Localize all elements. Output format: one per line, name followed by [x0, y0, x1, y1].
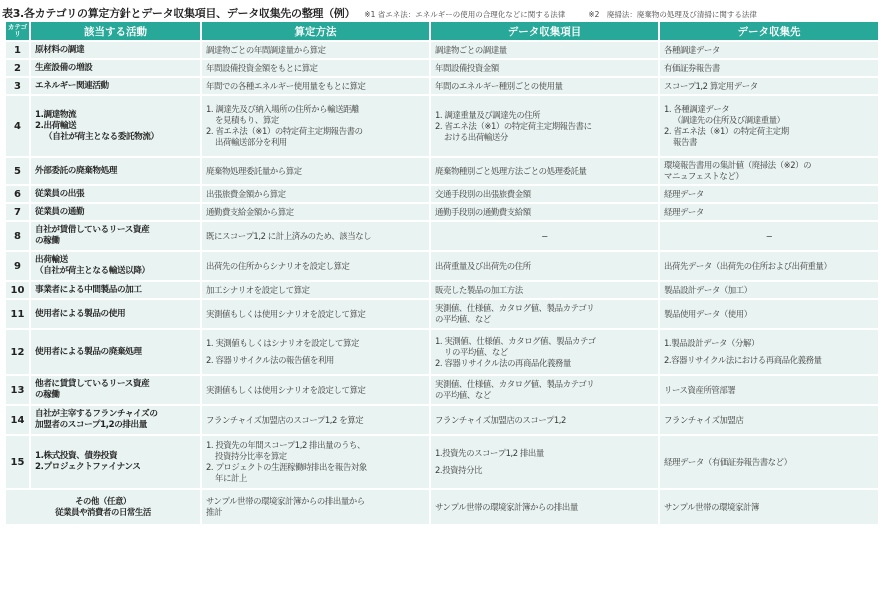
cell-line: 1.投資先のスコープ1,2 排出量	[435, 448, 544, 458]
data-source-cell: 経理データ	[660, 186, 878, 202]
cell-line: 従業員や消費者の日常生活	[55, 507, 151, 517]
data-source-cell: 製品設計データ（加工）	[660, 282, 878, 298]
cell-line: 2.投資持分比	[435, 465, 483, 475]
method-cell: フランチャイズ加盟店のスコープ1,2 を算定	[202, 406, 429, 434]
cell-line: 1. 各種調達データ	[664, 104, 730, 114]
table-caption	[2, 2, 879, 18]
method-cell: 加工シナリオを設定して算定	[202, 282, 429, 298]
data-source-cell: 有価証券報告書	[660, 60, 878, 76]
cell-line: 報告書	[673, 137, 697, 147]
activity-cell: 従業員の通勤	[31, 204, 200, 220]
header-activity: 該当する活動	[31, 22, 200, 40]
cell-line: 1. 調達先及び納入場所の住所から輸送距離	[206, 104, 360, 114]
table-row	[6, 42, 878, 58]
table-row	[6, 96, 878, 156]
data-source-cell: スコープ1,2 算定用データ	[660, 78, 878, 94]
category-number-cell: 9	[6, 252, 29, 280]
cell-line: を見積もり、算定	[215, 115, 279, 125]
data-items-cell: 交通手段別の出張旅費金額	[431, 186, 658, 202]
footnote-1: ※1 省エネ法：エネルギーの使用の合理化などに関する法律	[364, 10, 566, 18]
activity-cell	[31, 406, 200, 434]
cell-line: 実測値、仕様値、カタログ値、製品カテゴリ	[435, 379, 595, 389]
data-source-cell	[660, 158, 878, 184]
method-cell: 実測値もしくは使用シナリオを設定して算定	[202, 376, 429, 404]
activity-cell: 使用者による製品の使用	[31, 300, 200, 328]
cell-line: （自社が荷主となる委託物流）	[44, 131, 159, 142]
cell-line: 推計	[206, 507, 222, 517]
cell-line: 1.株式投資、債券投資	[35, 451, 118, 461]
table-row	[6, 282, 878, 298]
data-source-cell: リース資産所管部署	[660, 376, 878, 404]
cell-line: の平均値、など	[435, 390, 491, 400]
data-source-cell: サンプル世帯の環境家計簿	[660, 490, 878, 524]
category-number-cell: 4	[6, 96, 29, 156]
data-source-cell	[660, 96, 878, 156]
cell-line: リの平均値、など	[444, 346, 508, 357]
cell-line: 出荷輸送	[35, 255, 68, 265]
table-row-other	[6, 490, 878, 524]
activity-cell	[31, 252, 200, 280]
header-category: カテゴリ	[7, 23, 28, 38]
data-items-cell	[431, 330, 658, 374]
data-items-cell: 出荷重量及び出荷先の住所	[431, 252, 658, 280]
table-title: 表3.各カテゴリの算定方針とデータ収集項目、データ収集先の整理（例）	[2, 7, 356, 18]
table-row	[6, 204, 878, 220]
cell-line: 1. 調達重量及び調達先の住所	[435, 109, 541, 120]
cell-line: 1. 実測値、仕様値、カタログ値、製品カテゴ	[435, 335, 596, 346]
method-cell	[202, 436, 429, 488]
category-number-cell: 7	[6, 204, 29, 220]
table-row	[6, 186, 878, 202]
category-number-cell: 14	[6, 406, 29, 434]
header-source: データ収集先	[660, 22, 878, 40]
other-activity-cell	[6, 490, 200, 524]
data-items-cell: 調達物ごとの調達量	[431, 42, 658, 58]
category-number-cell: 12	[6, 330, 29, 374]
cell-line: の平均値、など	[435, 314, 491, 324]
category-number-cell: 15	[6, 436, 29, 488]
activity-cell: 原材料の調達	[31, 42, 200, 58]
data-source-cell: フランチャイズ加盟店	[660, 406, 878, 434]
category-number-cell: 1	[6, 42, 29, 58]
header-row	[6, 22, 878, 40]
cell-line: 2. 省エネ法（※1）の特定荷主定期報告書に	[435, 120, 592, 131]
activity-cell	[31, 222, 200, 250]
cell-line: 2. 容器リサイクル法の再商品化義務量	[435, 357, 571, 368]
cell-line: おける出荷輸送分	[444, 131, 508, 142]
data-source-cell	[660, 252, 878, 280]
activity-cell: 従業員の出張	[31, 186, 200, 202]
data-source-cell	[660, 330, 878, 374]
cell-line: （自社が荷主となる輸送以降）	[35, 266, 150, 276]
table-row	[6, 376, 878, 404]
data-items-cell	[431, 436, 658, 488]
method-cell	[202, 330, 429, 374]
cell-line: 1. 投資先の年間スコープ1,2 排出量のうち、	[206, 440, 365, 450]
cell-line: 2. 省エネ法（※1）の特定荷主定期	[664, 126, 789, 136]
data-items-cell: サンプル世帯の環境家計簿からの排出量	[431, 490, 658, 524]
category-number-cell: 6	[6, 186, 29, 202]
cell-line: 2.出荷輸送	[35, 120, 77, 131]
footnote-2: ※2 廃掃法：廃棄物の処理及び清掃に関する法律	[588, 10, 757, 18]
category-number-cell: 3	[6, 78, 29, 94]
cell-line: 加盟者のスコープ1,2の排出量	[35, 420, 147, 430]
method-cell	[202, 490, 429, 524]
cell-line: （調達先の住所及び調達重量）	[673, 115, 785, 125]
category-number-cell: 5	[6, 158, 29, 184]
method-cell: 実測値もしくは使用シナリオを設定して算定	[202, 300, 429, 328]
data-items-cell: 通勤手段別の通勤費支給額	[431, 204, 658, 220]
cell-line: 2.容器リサイクル法における再商品化義務量	[664, 355, 822, 365]
header-method: 算定方法	[202, 22, 429, 40]
category-number-cell: 13	[6, 376, 29, 404]
data-source-cell: 経理データ	[660, 204, 878, 220]
cell-line: 1.製品設計データ（分解）	[664, 338, 759, 348]
cell-line: その他（任意）	[75, 496, 131, 506]
table-row	[6, 330, 878, 374]
table-row	[6, 436, 878, 488]
method-cell: 出荷先の住所からシナリオを設定し算定	[202, 252, 429, 280]
cell-line: の稼働	[35, 390, 60, 400]
cell-line: 環境報告書用の集計値（廃掃法（※2）の	[664, 160, 812, 170]
table-row	[6, 222, 878, 250]
data-source-cell: 経理データ（有価証券報告書など）	[660, 436, 878, 488]
cell-line: 2.プロジェクトファイナンス	[35, 462, 141, 472]
table-row	[6, 78, 878, 94]
table-row	[6, 406, 878, 434]
category-number-cell: 8	[6, 222, 29, 250]
data-source-cell: 製品使用データ（使用）	[660, 300, 878, 328]
cell-line: 2. 省エネ法（※1）の特定荷主定期報告書の	[206, 126, 363, 136]
data-items-cell: 廃棄物種別ごと処理方法ごとの処理委託量	[431, 158, 658, 184]
header-items: データ収集項目	[431, 22, 658, 40]
cell-line: 出荷先データ（出荷先の住所および出荷重量）	[664, 260, 832, 271]
method-cell: 通勤費支給金額から算定	[202, 204, 429, 220]
cell-line: 1. 実測値もしくはシナリオを設定して算定	[206, 338, 359, 348]
method-cell: 調達物ごとの年間調達量から算定	[202, 42, 429, 58]
data-items-cell: −	[431, 222, 658, 250]
activity-cell: 外部委託の廃棄物処理	[31, 158, 200, 184]
cell-line: 出荷輸送部分を利用	[215, 137, 287, 147]
category-number-cell: 10	[6, 282, 29, 298]
data-source-cell: −	[660, 222, 878, 250]
cell-line: 2. 容器リサイクル法の報告値を利用	[206, 355, 334, 365]
method-cell: 既にスコープ1,2 に計上済みのため、該当なし	[202, 222, 429, 250]
data-items-cell	[431, 96, 658, 156]
data-items-cell: 販売した製品の加工方法	[431, 282, 658, 298]
cell-line: 他者に賃貸しているリース資産	[35, 379, 150, 389]
method-cell: 年間設備投資金額をもとに算定	[202, 60, 429, 76]
cell-line: サンプル世帯の環境家計簿からの排出量から	[206, 496, 365, 506]
cell-line: 自社が主宰するフランチャイズの	[35, 409, 158, 419]
activity-cell: 使用者による製品の廃棄処理	[31, 330, 200, 374]
cell-line: 年に計上	[215, 473, 247, 483]
cell-line: 実測値、仕様値、カタログ値、製品カテゴリ	[435, 303, 595, 313]
data-items-cell	[431, 300, 658, 328]
category-table	[4, 20, 880, 526]
activity-cell: 事業者による中間製品の加工	[31, 282, 200, 298]
activity-cell: エネルギー関連活動	[31, 78, 200, 94]
data-items-cell: 年間のエネルギー種別ごとの使用量	[431, 78, 658, 94]
category-number-cell: 11	[6, 300, 29, 328]
category-number-cell: 2	[6, 60, 29, 76]
activity-cell	[31, 96, 200, 156]
table-row	[6, 300, 878, 328]
table-row	[6, 252, 878, 280]
data-items-cell: フランチャイズ加盟店のスコープ1,2	[431, 406, 658, 434]
cell-line: マニュフェストなど）	[664, 171, 744, 181]
method-cell: 廃棄物処理委託量から算定	[202, 158, 429, 184]
activity-cell: 生産設備の増設	[31, 60, 200, 76]
cell-line: 自社が賃借しているリース資産	[35, 225, 150, 235]
activity-cell	[31, 376, 200, 404]
data-items-cell: 年間設備投資金額	[431, 60, 658, 76]
data-items-cell	[431, 376, 658, 404]
table-body	[6, 42, 878, 524]
method-cell	[202, 96, 429, 156]
data-source-cell: 各種調達データ	[660, 42, 878, 58]
table-row	[6, 158, 878, 184]
cell-line: 2. プロジェクトの生涯稼働時排出を報告対象	[206, 462, 367, 472]
activity-cell	[31, 436, 200, 488]
cell-line: の稼働	[35, 236, 60, 246]
method-cell: 出張旅費金額から算定	[202, 186, 429, 202]
table-row	[6, 60, 878, 76]
cell-line: 投資持分比率を算定	[215, 451, 287, 461]
method-cell: 年間での各種エネルギー使用量をもとに算定	[202, 78, 429, 94]
cell-line: 1.調達物流	[35, 109, 77, 120]
